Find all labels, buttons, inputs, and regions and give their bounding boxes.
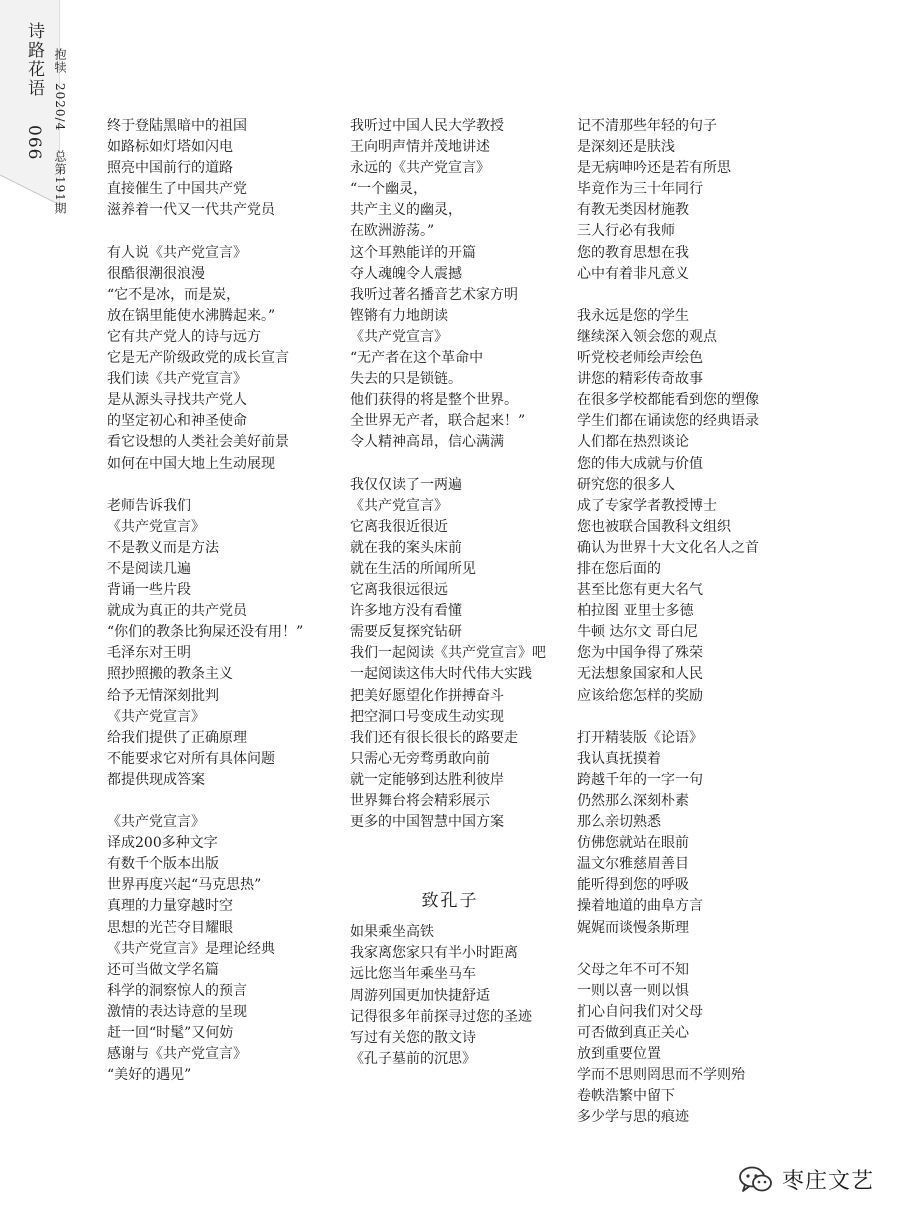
poem-line: 我们还有很长很长的路要走 (350, 729, 518, 746)
poem-line: 《共产党宣言》是理论经典 (107, 940, 275, 957)
poem-line: 您的教育思想在我 (577, 244, 689, 261)
poem-line: 不是阅读几遍 (107, 560, 191, 577)
poem-line: 都提供现成答案 (107, 771, 205, 788)
poem-line: 许多地方没有看懂 (350, 603, 462, 620)
account-watermark (738, 1164, 874, 1195)
poem-line: 您的伟大成就与价值 (577, 455, 703, 472)
poem-line: 终于登陆黑暗中的祖国 (107, 118, 247, 134)
poem-line: “无产者在这个革命中 (350, 350, 484, 367)
stanza-break (107, 475, 322, 496)
poem-line: 科学的洞察惊人的预言 (107, 982, 247, 999)
poem-line: 讲您的精彩传奇故事 (577, 371, 703, 388)
issue-total: 总第191期 (53, 149, 67, 215)
section-name: 诗路花语 (24, 22, 44, 98)
poem-line: 甚至比您有更大名气 (577, 582, 703, 599)
poem-line: 如果乘坐高铁 (350, 924, 434, 941)
poem-line: 有教无类因材施教 (577, 202, 689, 219)
poem2-opening (350, 922, 550, 1070)
poem-line: 我认真抚摸着 (577, 750, 661, 767)
stanza-break (107, 791, 322, 812)
poem-line: 看它设想的人类社会美好前景 (107, 434, 289, 451)
stanza-break (577, 939, 792, 960)
poem-line: 放在锅里能使水沸腾起来。” (107, 307, 276, 324)
poem-line: 共产主义的幽灵， (350, 202, 462, 219)
poem-line: 我永远是您的学生 (577, 307, 689, 324)
poem-line: 能听得到您的呼吸 (577, 877, 689, 894)
poem-line: 操着地道的曲阜方言 (577, 898, 703, 915)
poem-line: 记不清那些年轻的句子 (577, 118, 717, 134)
poem-line: 在欧洲游荡。” (350, 223, 435, 240)
poem-line: 令人精神高昂，信心满满 (350, 434, 504, 451)
poem-line: “它不是冰，而是炭， (107, 286, 241, 303)
poem-line: 只需心无旁骛勇敢向前 (350, 750, 490, 767)
poem-line: 这个耳熟能详的开篇 (350, 244, 476, 261)
poem-line: 牛顿 达尔文 哥白尼 (577, 624, 698, 641)
poem-line: 卷帙浩繁中留下 (577, 1088, 675, 1105)
poem-line: 您也被联合国教科文组织 (577, 518, 731, 535)
poem-line: 跨越千年的一字一句 (577, 771, 703, 788)
poem-line: 毛泽东对王明 (107, 645, 191, 662)
poem-line: 柏拉图 亚里士多德 (577, 603, 694, 620)
poem-line: 《共产党宣言》 (350, 328, 448, 345)
poem-line: 是深刻还是肤浅 (577, 139, 675, 156)
stanza-break (350, 454, 550, 475)
poem-line: 失去的只是锁链。 (350, 371, 462, 388)
poem-line: 我仅仅读了一两遍 (350, 476, 462, 493)
poem-line: 温文尔雅慈眉善目 (577, 856, 689, 873)
poem-line: 就成为真正的共产党员 (107, 603, 247, 620)
poem-line: 照亮中国前行的道路 (107, 160, 233, 177)
wechat-icon (738, 1165, 774, 1195)
poem-line: “一个幽灵， (350, 181, 428, 198)
poem-line: 三人行必有我师 (577, 223, 675, 240)
poem-line: 继续深入领会您的观点 (577, 328, 717, 345)
poem-line: 有数千个版本出版 (107, 856, 219, 873)
poem-column-middle (350, 116, 550, 1070)
poem-line: 应该给您怎样的奖励 (577, 687, 703, 704)
poem-line: 滋养着一代又一代共产党员 (107, 202, 275, 219)
poem-line: 给予无情深刻批判 (107, 687, 219, 704)
poem-line: 真理的力量穿越时空 (107, 898, 233, 915)
poem-line: 无法想象国家和人民 (577, 666, 703, 683)
poem-line: 它是无产阶级政党的成长宣言 (107, 350, 289, 367)
watermark-text: 枣庄文艺 (781, 1169, 874, 1194)
poem-line: 永远的《共产党宣言》 (350, 160, 490, 177)
section-header (22, 22, 47, 161)
poem-line: 《共产党宣言》 (107, 814, 205, 831)
poem-line: 多少学与思的痕迹 (577, 1109, 689, 1126)
poem-line: 不能要求它对所有具体问题 (107, 750, 275, 767)
poem-line: 我家离您家只有半小时距离 (350, 945, 518, 962)
poem-line: 如路标如灯塔如闪电 (107, 139, 233, 156)
poem-line: 激情的表达诗意的呈现 (107, 1003, 247, 1020)
poem-line: 思想的光芒夺目耀眼 (107, 919, 233, 936)
poem-line: 不是教义而是方法 (107, 539, 219, 556)
poem-line: 我听过著名播音艺术家方明 (350, 286, 518, 303)
poem-line: 一则以喜一则以惧 (577, 982, 689, 999)
poem-line: 一起阅读这伟大时代伟大实践 (350, 666, 532, 683)
poem-line: 我们一起阅读《共产党宣言》吧 (350, 645, 546, 662)
poem-line: 如何在中国大地上生动展现 (107, 455, 275, 472)
poem-line: 我们读《共产党宣言》 (107, 371, 247, 388)
poem-line: 的坚定初心和神圣使命 (107, 413, 247, 430)
poem-line: 世界再度兴起“马克思热” (107, 877, 262, 894)
poem-line: 给我们提供了正确原理 (107, 729, 247, 746)
issue-number: 2020/4 (53, 82, 67, 132)
poem-line: 那么亲切熟悉 (577, 814, 661, 831)
poem-line: 扪心自问我们对父母 (577, 1003, 703, 1020)
poem-line: 直接催生了中国共产党 (107, 181, 247, 198)
poem-line: 父母之年不可不知 (577, 961, 689, 978)
poem-line: 王向明声情并茂地讲述 (350, 139, 490, 156)
poem-line: 打开精装版《论语》 (577, 729, 703, 746)
poem-column-left (107, 116, 322, 1086)
poem-line: 老师告诉我们 (107, 497, 191, 514)
poem-line: 是从源头寻找共产党人 (107, 392, 247, 409)
stanza-break (577, 707, 792, 728)
poem-line: 写过有关您的散文诗 (350, 1029, 476, 1046)
poem-title: 致孔子 (421, 891, 479, 912)
poem-line: 铿锵有力地朗读 (350, 307, 448, 324)
poem-line: 可否做到真正关心 (577, 1025, 689, 1042)
poem-line: 更多的中国智慧中国方案 (350, 814, 504, 831)
poem-line: “你们的教条比狗屎还没有用！” (107, 624, 304, 641)
poem-line: 把空洞口号变成生动实现 (350, 708, 504, 725)
poem-line: 您为中国争得了殊荣 (577, 645, 703, 662)
poem-line: 听党校老师绘声绘色 (577, 350, 703, 367)
poem-line: 是无病呻吟还是若有所思 (577, 160, 731, 177)
poem-line: 他们获得的将是整个世界。 (350, 392, 518, 409)
poem-line: 确认为世界十大文化名人之首 (577, 539, 759, 556)
poem-line: 放到重要位置 (577, 1046, 661, 1063)
poem-line: 就一定能够到达胜利彼岸 (350, 771, 504, 788)
poem-line: 《共产党宣言》 (107, 518, 205, 535)
poem-line: 心中有着非凡意义 (577, 265, 689, 282)
poem-line: “美好的遇见” (107, 1067, 192, 1084)
poem-line: 周游列国更加快捷舒适 (350, 987, 490, 1004)
poem-line: 记得很多年前探寻过您的圣迹 (350, 1008, 532, 1025)
poem-line: 世界舞台将会精彩展示 (350, 793, 490, 809)
poem-line: 感谢与《共产党宣言》 (107, 1046, 247, 1063)
poem-line: 它有共产党人的诗与远方 (107, 328, 261, 345)
poem-line: 娓娓而谈慢条斯理 (577, 919, 689, 936)
poem-line: 仍然那么深刻朴素 (577, 793, 689, 809)
poem-line: 在很多学校都能看到您的塑像 (577, 392, 759, 409)
poem-line: 需要反复探究钻研 (350, 624, 462, 641)
poem-line: 夺人魂魄令人震撼 (350, 265, 462, 282)
poem-line: 排在您后面的 (577, 560, 661, 577)
poem-line: 研究您的很多人 (577, 476, 675, 493)
stanza-break (107, 221, 322, 242)
poem-line: 还可当做文学名篇 (107, 961, 219, 978)
poem-line: 背诵一些片段 (107, 582, 191, 599)
stanza-break (577, 285, 792, 306)
journal-name: 抱犊 (53, 48, 67, 74)
poem-line: 《孔子墓前的沉思》 (350, 1050, 476, 1067)
poem-line: 学而不思则罔思而不学则殆 (577, 1067, 745, 1084)
poem-line: 《共产党宣言》 (350, 497, 448, 514)
poem-line: 人们都在热烈谈论 (577, 434, 689, 451)
poem-line: 就在我的案头床前 (350, 539, 462, 556)
poem1-continuation (350, 116, 550, 833)
poem-column-right (577, 116, 792, 1129)
poem-line: 成了专家学者教授博士 (577, 497, 717, 514)
poem-line: 毕竟作为三十年同行 (577, 181, 703, 198)
issue-info (52, 48, 69, 215)
poem-line: 我听过中国人民大学教授 (350, 118, 504, 134)
poem-line: 译成200多种文字 (107, 835, 218, 852)
poem-line: 它离我很远很远 (350, 582, 448, 599)
poem-line: 学生们都在诵读您的经典语录 (577, 413, 759, 430)
poem-line: 把美好愿望化作拼搏奋斗 (350, 687, 504, 704)
poem-line: 有人说《共产党宣言》 (107, 244, 247, 261)
poem-line: 全世界无产者，联合起来！” (350, 413, 526, 430)
page-number: 066 (24, 125, 44, 161)
poem-line: 赶一回“时髦”又何妨 (107, 1025, 234, 1042)
poem-line: 照抄照搬的教条主义 (107, 666, 233, 683)
poem-line: 仿佛您就站在眼前 (577, 835, 689, 852)
poem-line: 它离我很近很近 (350, 518, 448, 535)
poem-line: 《共产党宣言》 (107, 708, 205, 725)
poem-line: 远比您当年乘坐马车 (350, 966, 476, 983)
poem-line: 很酷很潮很浪漫 (107, 265, 205, 282)
poem-line: 就在生活的所闻所见 (350, 560, 476, 577)
